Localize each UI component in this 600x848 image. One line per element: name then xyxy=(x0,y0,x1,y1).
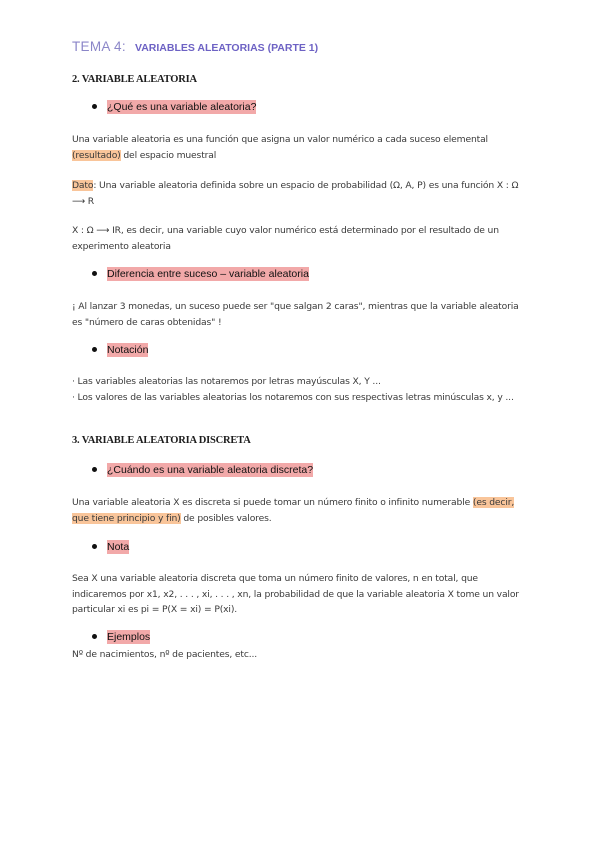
definition-paragraph xyxy=(72,132,528,163)
notacion-line-2: · Los valores de las variables aleatorias los notaremos con sus respectivas letras minúsculas x, y ... xyxy=(72,392,514,403)
section-heading-3: 3. VARIABLE ALEATORIA DISCRETA xyxy=(72,435,251,446)
bullet-label: Nota xyxy=(107,541,130,553)
dato-paragraph xyxy=(72,178,528,209)
highlight-resultado: (resultado) xyxy=(72,149,121,161)
bullet-ejemplos xyxy=(92,631,150,643)
notacion-line-1: · Las variables aleatorias las notaremos por letras mayúsculas X, Y ... xyxy=(72,376,381,387)
highlight-principio-fin: (es decir, que tiene principio y fin) xyxy=(72,497,515,524)
definition-text-end: del espacio muestral xyxy=(120,149,217,161)
title-prefix: TEMA 4: xyxy=(72,39,126,54)
title-main: VARIABLES ALEATORIAS (PARTE 1) xyxy=(134,42,319,54)
bullet-dot-icon xyxy=(92,347,97,352)
bullet-label: Ejemplos xyxy=(107,631,151,643)
document-title xyxy=(72,36,318,55)
highlight-dato: Dato xyxy=(72,180,94,191)
bullet-dot-icon xyxy=(92,544,97,549)
discreta-text-end: de posibles valores. xyxy=(180,512,272,524)
ejemplos-paragraph: Nº de nacimientos, nº de pacientes, etc... xyxy=(72,649,258,660)
bullet-dot-icon xyxy=(92,467,97,472)
bullet-label: ¿Cuándo es una variable aleatoria discreta? xyxy=(107,464,314,476)
bullet-notacion xyxy=(92,344,148,356)
bullet-label: Diferencia entre suceso – variable aleatoria xyxy=(107,268,309,280)
bullet-nota xyxy=(92,541,129,553)
definition-text: Una variable aleatoria es una función que asigna un valor numérico a cada suceso elemental xyxy=(72,134,488,145)
nota-paragraph: Sea X una variable aleatoria discreta que toma un número finito de valores, n en total, que indicaremos por x1, x2, . . . , xi, . . . , xn, la probabilidad de que la variable aleatoria X tome un valor particular xi es pi = P(X = xi) = P(xi). xyxy=(72,573,519,615)
bullet-dot-icon xyxy=(92,634,97,639)
section-heading-2: 2. VARIABLE ALEATORIA xyxy=(72,74,197,85)
bullet-que-es xyxy=(92,101,256,113)
dato-text: : Una variable aleatoria definida sobre un espacio de probabilidad (Ω, A, P) es una función X : Ω ⟶ R xyxy=(72,180,519,207)
discreta-paragraph xyxy=(72,495,528,526)
x-definition-paragraph: X : Ω ⟶ IR, es decir, una variable cuyo valor numérico está determinado por el resultado de un experimento aleatoria xyxy=(72,225,499,252)
diferencia-paragraph: ¡ Al lanzar 3 monedas, un suceso puede ser "que salgan 2 caras", mientras que la variable aleatoria es "número de caras obtenidas" ! xyxy=(72,301,519,328)
bullet-diferencia xyxy=(92,268,309,280)
bullet-label: ¿Qué es una variable aleatoria? xyxy=(107,101,257,113)
bullet-label: Notación xyxy=(107,344,149,356)
bullet-cuando xyxy=(92,464,313,476)
discreta-text: Una variable aleatoria X es discreta si puede tomar un número finito o infinito numerable xyxy=(72,497,473,508)
bullet-dot-icon xyxy=(92,104,97,109)
bullet-dot-icon xyxy=(92,271,97,276)
